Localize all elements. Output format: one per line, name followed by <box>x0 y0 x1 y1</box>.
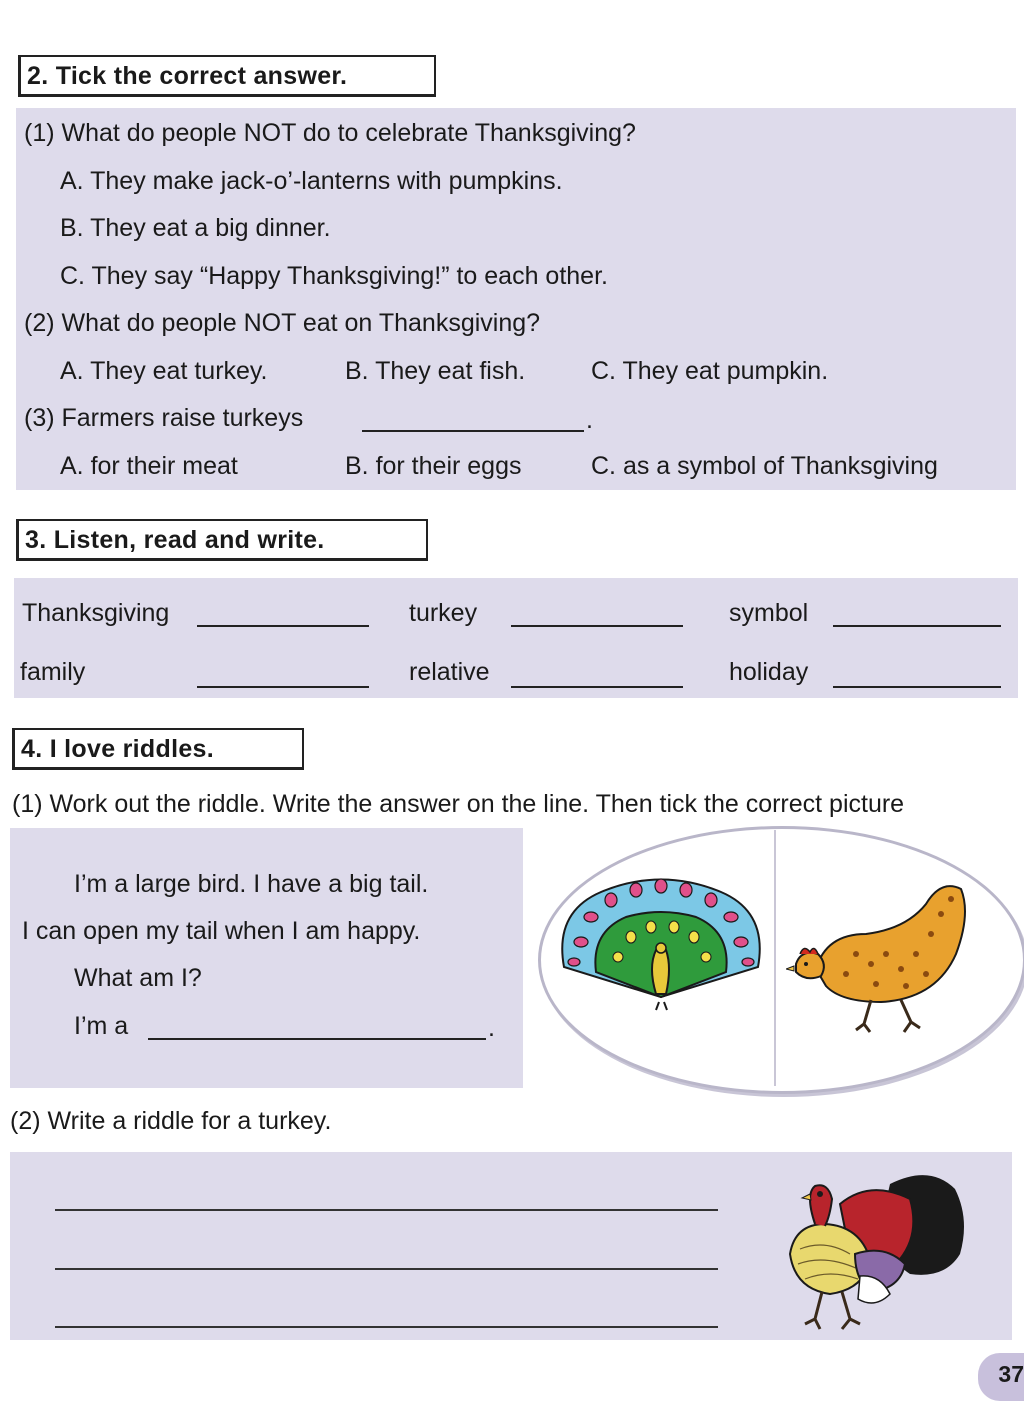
question-2: (2) What do people NOT eat on Thanksgiving? <box>24 309 541 337</box>
blank-thanksgiving[interactable] <box>197 625 369 627</box>
word-thanksgiving: Thanksgiving <box>22 599 170 627</box>
section-4-heading: 4. I love riddles. <box>12 728 304 770</box>
page-number: 37 <box>998 1361 1024 1387</box>
riddle-panel <box>10 828 523 1088</box>
blank-turkey[interactable] <box>511 625 683 627</box>
option-3b[interactable]: B. for their eggs <box>345 452 522 480</box>
riddle-line-3: What am I? <box>74 964 202 992</box>
section-2-heading: 2. Tick the correct answer. <box>18 55 436 97</box>
blank-family[interactable] <box>197 686 369 688</box>
turkey-icon <box>770 1164 970 1336</box>
turkey-picture <box>770 1164 970 1336</box>
section-3-heading: 3. Listen, read and write. <box>16 519 428 561</box>
word-family: family <box>20 658 86 686</box>
picture-divider <box>774 830 776 1086</box>
instruction-2: (2) Write a riddle for a turkey. <box>10 1107 332 1135</box>
page-number-tab <box>978 1353 1024 1401</box>
blank-relative[interactable] <box>511 686 683 688</box>
option-2b[interactable]: B. They eat fish. <box>345 357 526 385</box>
blank-holiday[interactable] <box>833 686 1001 688</box>
option-2c[interactable]: C. They eat pumpkin. <box>591 357 829 385</box>
option-3a[interactable]: A. for their meat <box>60 452 238 480</box>
section-3-panel <box>14 578 1018 698</box>
blank-symbol[interactable] <box>833 625 1001 627</box>
hen-picture[interactable] <box>786 874 976 1036</box>
writing-line-1[interactable] <box>55 1209 718 1211</box>
writing-line-2[interactable] <box>55 1268 718 1270</box>
peacock-icon <box>556 872 766 1012</box>
option-1b[interactable]: B. They eat a big dinner. <box>60 214 331 242</box>
riddle-line-1: I’m a large bird. I have a big tail. <box>74 870 429 898</box>
word-holiday: holiday <box>729 658 809 686</box>
peacock-picture[interactable] <box>556 872 766 1012</box>
writing-line-3[interactable] <box>55 1326 718 1328</box>
question-1: (1) What do people NOT do to celebrate Thanksgiving? <box>24 119 636 147</box>
word-relative: relative <box>409 658 490 686</box>
hen-icon <box>786 874 976 1036</box>
riddle-end: . <box>488 1014 495 1042</box>
option-1a[interactable]: A. They make jack-o’-lanterns with pumpkins. <box>60 167 563 195</box>
question-3: (3) Farmers raise turkeys <box>24 404 304 432</box>
option-2a[interactable]: A. They eat turkey. <box>60 357 268 385</box>
riddle-line-2: I can open my tail when I am happy. <box>22 917 421 945</box>
option-1c[interactable]: C. They say “Happy Thanksgiving!” to each other. <box>60 262 608 290</box>
riddle-answer-blank[interactable] <box>148 1038 486 1040</box>
option-3c[interactable]: C. as a symbol of Thanksgiving <box>591 452 938 480</box>
question-3-end: . <box>586 406 593 434</box>
riddle-line-4: I’m a <box>74 1012 129 1040</box>
instruction-1: (1) Work out the riddle. Write the answer on the line. Then tick the correct picture <box>12 790 905 818</box>
word-turkey: turkey <box>409 599 478 627</box>
question-3-blank[interactable] <box>362 430 584 432</box>
word-symbol: symbol <box>729 599 809 627</box>
